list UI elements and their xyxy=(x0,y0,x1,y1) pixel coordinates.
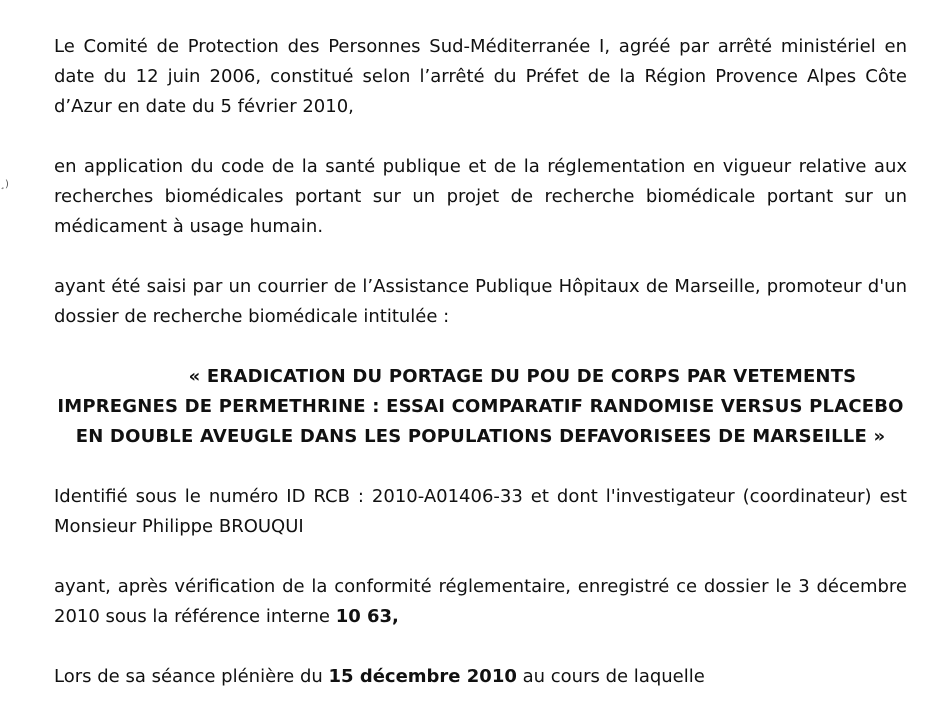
session-text-end: au cours de laquelle xyxy=(516,666,705,687)
margin-mark: ¸) xyxy=(0,179,9,190)
paragraph-registration xyxy=(54,572,907,632)
session-text: Lors de sa séance plénière du xyxy=(54,666,329,687)
study-title xyxy=(54,362,907,452)
registration-text: ayant, après vérification de la conformité réglementaire, enregistré ce dossier le 3 décembre 2010 sous la référence interne xyxy=(54,576,907,627)
study-title-text: « ERADICATION DU PORTAGE DU POU DE CORPS PAR VETEMENTS IMPREGNES DE PERMETHRINE : ESSAI COMPARATIF RANDOMISE VERSUS PLACEBO EN DOUBLE AVEUGLE DANS LES POPULATIONS DEFAVORISEES DE MARSEILLE » xyxy=(57,366,904,447)
paragraph-referral: ayant été saisi par un courrier de l’Assistance Publique Hôpitaux de Marseille, promoteur d'un dossier de recherche biomédicale intitulée : xyxy=(54,276,907,327)
session-date: 15 décembre 2010 xyxy=(328,666,517,687)
paragraph-session xyxy=(54,662,907,692)
internal-reference: 10 63, xyxy=(335,606,399,627)
document-body xyxy=(54,32,907,692)
paragraph-committee: Le Comité de Protection des Personnes Sud-Méditerranée I, agréé par arrêté ministériel en date du 12 juin 2006, constitué selon l’arrêté du Préfet de la Région Provence Alpes Côte d’Azur en date du 5 février 2010, xyxy=(54,36,907,117)
paragraph-identification: Identifié sous le numéro ID RCB : 2010-A01406-33 et dont l'investigateur (coordinateur) est Monsieur Philippe BROUQUI xyxy=(54,486,907,537)
paragraph-application: en application du code de la santé publique et de la réglementation en vigueur relative aux recherches biomédicales portant sur un projet de recherche biomédicale portant sur un médicament à usage humain. xyxy=(54,156,907,237)
